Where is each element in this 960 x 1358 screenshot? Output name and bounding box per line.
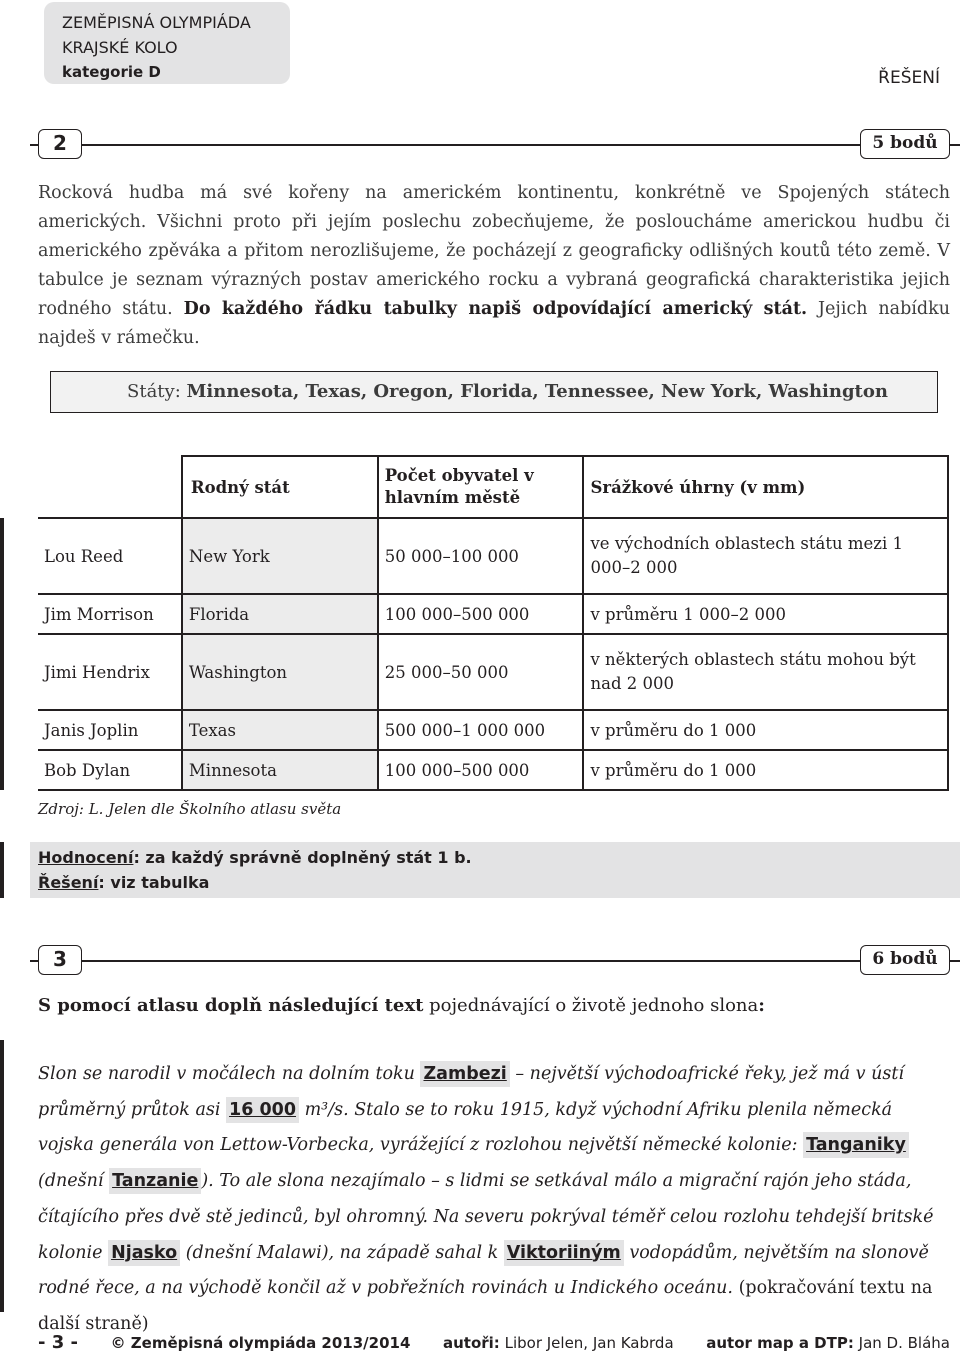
row-state-answer[interactable]: Texas: [182, 710, 378, 750]
q2-text-bold: Do každého řádku tabulky napiš odpovídající americký stát.: [183, 299, 808, 319]
table-margin-bar: [0, 518, 4, 790]
footer: [38, 1332, 950, 1353]
table-row: [38, 710, 948, 750]
states-label: Státy:: [127, 381, 181, 402]
row-name: Janis Joplin: [38, 710, 182, 750]
story-margin-bar: [0, 1040, 4, 1312]
table-header-state: Rodný stát: [182, 456, 378, 518]
dtp-name: Jan D. Bláha: [858, 1334, 950, 1352]
header-title: ZEMĚPISNÁ OLYMPIÁDA: [62, 13, 251, 32]
row-population: 100 000–500 000: [378, 750, 584, 790]
row-rainfall: v některých oblastech státu mohou být nad 2 000: [583, 634, 948, 710]
answer-njasko[interactable]: Njasko: [108, 1240, 180, 1266]
q3-divider: [30, 960, 960, 962]
answer-tanganika[interactable]: Tanganiky: [803, 1132, 909, 1158]
answer-viktoriinym[interactable]: Viktoriiným: [504, 1240, 624, 1266]
row-rainfall: ve východních oblastech státu mezi 1 000–2 000: [583, 518, 948, 594]
row-state-answer[interactable]: New York: [182, 518, 378, 594]
q2-divider: [30, 144, 960, 146]
continued-note: (pokračování textu na další straně): [38, 1278, 933, 1334]
q2-text-tail: Jejich nabídku najdeš v rámečku.: [38, 299, 950, 348]
row-name: Jim Morrison: [38, 594, 182, 634]
footer-copyright: © Zeměpisná olympiáda 2013/2014: [110, 1334, 411, 1352]
row-rainfall: v průměru 1 000–2 000: [583, 594, 948, 634]
row-population: 500 000–1 000 000: [378, 710, 584, 750]
header-round: KRAJSKÉ KOLO: [62, 38, 178, 57]
answer-flow[interactable]: 16 000: [226, 1097, 299, 1123]
table-header-empty: [38, 456, 182, 518]
authors-names: Libor Jelen, Jan Kabrda: [504, 1334, 674, 1352]
scoring-text: : za každý správně doplněný stát 1 b.: [133, 848, 472, 867]
table-row: [38, 594, 948, 634]
row-rainfall: v průměru do 1 000: [583, 750, 948, 790]
story-seg: – největší východoafrické řeky, jež má v ústí průměrný průtok asi: [38, 1064, 904, 1120]
solution-text: : viz tabulka: [98, 873, 210, 892]
scoring-label: Hodnocení: [38, 848, 134, 867]
row-name: Bob Dylan: [38, 750, 182, 790]
q2-text-plain: Rocková hudba má své kořeny na americkém kontinentu, konkrétně ve Spojených státech amerických. Všichni proto při jejím poslechu zobecňujeme, že posloucháme americkou hudbu či amerického zpěváka a přitom nerozlišujeme, že pocházejí z geograficky odlišných koutů této země. V tabulce je seznam výrazných postav amerického rocku a vybraná geografická charakteristika jejich rodného státu.: [38, 183, 950, 319]
musicians-table: [38, 455, 949, 791]
story-seg: (dnešní Malawi), na západě sahal k: [180, 1242, 504, 1263]
scoring-margin-bar: [0, 842, 4, 898]
table-row: [38, 634, 948, 710]
source-note: Zdroj: L. Jelen dle Školního atlasu světa: [38, 800, 342, 818]
q2-number: 2: [38, 129, 82, 159]
q2-text: [38, 179, 950, 353]
row-population: 25 000–50 000: [378, 634, 584, 710]
table-header-rainfall: Srážkové úhrny (v mm): [583, 456, 948, 518]
row-rainfall: v průměru do 1 000: [583, 710, 948, 750]
story-text: [38, 1057, 950, 1343]
header-category: kategorie D: [62, 63, 161, 81]
row-state-answer[interactable]: Minnesota: [182, 750, 378, 790]
story-seg: (dnešní: [38, 1171, 110, 1192]
table-header-row: [38, 456, 948, 518]
table-row: [38, 518, 948, 594]
solution-line: [38, 870, 952, 895]
q3-intro-colon: :: [758, 995, 765, 1016]
row-state-answer[interactable]: Washington: [182, 634, 378, 710]
states-box: [50, 371, 938, 413]
story-seg: Slon se narodil v močálech na dolním toku: [38, 1064, 421, 1084]
dtp-label: autor map a DTP:: [706, 1334, 854, 1352]
q3-number: 3: [38, 945, 82, 975]
answer-zambezi[interactable]: Zambezi: [420, 1061, 509, 1087]
authors-label: autoři:: [442, 1334, 500, 1352]
story-seg: ). To ale slona nezajímalo – s lidmi se setkával málo a migrační rajón jeho stáda, čítajícího přes dvě stě jedinců, byl ohromný. Na severu pokrýval téměř celou rozlohu tehdejší britské kolonie: [38, 1171, 934, 1263]
q3-points: 6 bodů: [860, 945, 950, 975]
story-seg: m³/s. Stalo se to roku 1915, když východní Afriku plenila německá vojska generála von Lettow-Vorbecka, vyrážející z rozlohou největší německé kolonie:: [38, 1099, 893, 1156]
page-number: - 3 -: [38, 1332, 78, 1353]
states-list: Minnesota, Texas, Oregon, Florida, Tennessee, New York, Washington: [186, 381, 888, 402]
row-population: 50 000–100 000: [378, 518, 584, 594]
q3-intro-bold: S pomocí atlasu doplň následující text: [38, 995, 424, 1016]
q2-points: 5 bodů: [860, 129, 950, 159]
table-row: [38, 750, 948, 790]
row-name: Lou Reed: [38, 518, 182, 594]
table-header-population: Počet obyvatel v hlavním městě: [378, 456, 584, 518]
row-population: 100 000–500 000: [378, 594, 584, 634]
header-box: [44, 2, 290, 84]
scoring-box: [30, 842, 960, 898]
solution-label: Řešení: [38, 873, 99, 892]
row-name: Jimi Hendrix: [38, 634, 182, 710]
footer-authors: [443, 1334, 674, 1352]
scoring-line: [38, 845, 952, 870]
story-seg: vodopádům, největším na slonově rodné řece, a na východě končil až v pobřežních rovinách u Indického oceánu.: [38, 1242, 929, 1299]
q3-intro: [38, 995, 765, 1016]
q3-intro-plain: pojednávající o životě jednoho slona: [423, 995, 759, 1016]
footer-dtp: [706, 1334, 950, 1352]
row-state-answer[interactable]: Florida: [182, 594, 378, 634]
answer-tanzanie[interactable]: Tanzanie: [109, 1168, 201, 1194]
solution-tag: ŘEŠENÍ: [878, 68, 940, 88]
